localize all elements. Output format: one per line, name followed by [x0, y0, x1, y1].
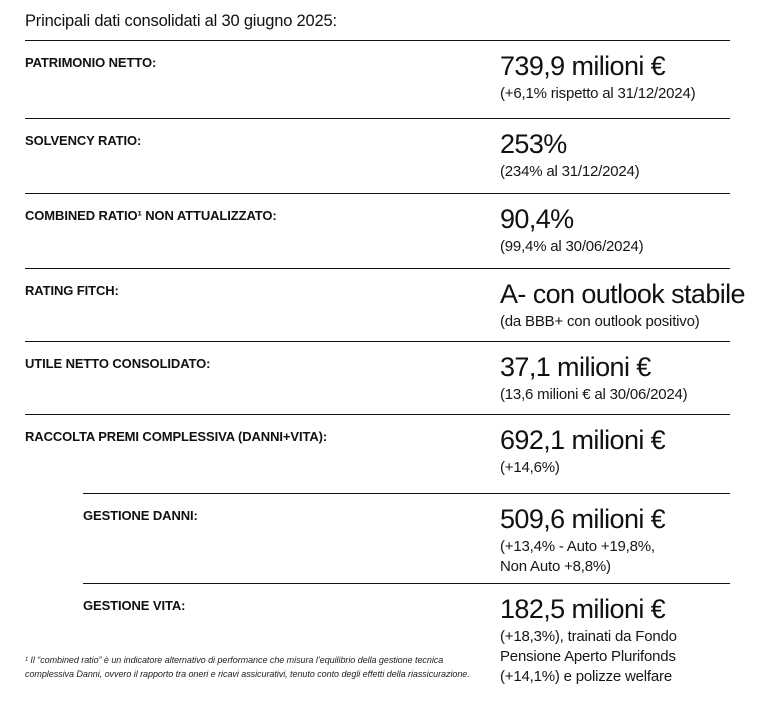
row-value: 37,1 milioni € — [500, 352, 651, 382]
row-subvalue-line: (da BBB+ con outlook positivo) — [500, 313, 700, 331]
row-value-cell — [500, 279, 745, 332]
row-subvalue-line: (13,6 milioni € al 30/06/2024) — [500, 386, 688, 404]
row-value: 182,5 milioni € — [500, 594, 666, 624]
table-row — [83, 493, 730, 583]
row-label: GESTIONE VITA: — [83, 598, 186, 613]
row-subvalue — [500, 84, 695, 104]
footnote-line: ¹ Il “combined ratio” è un indicatore alternativo di performance che misura l’equilibrio della gestione tecnica — [25, 655, 444, 665]
row-subvalue-line: (+6,1% rispetto al 31/12/2024) — [500, 85, 696, 103]
row-value: 692,1 milioni € — [500, 425, 666, 455]
row-label: PATRIMONIO NETTO: — [25, 55, 157, 70]
footnote-line: complessiva Danni, ovvero il rapporto tra oneri e ricavi assicurativi, tenuto conto degli effetti della riassicurazione. — [25, 668, 470, 679]
table-row — [25, 414, 730, 493]
row-label: RATING FITCH: — [25, 283, 119, 298]
row-subvalue-line: (99,4% al 30/06/2024) — [500, 238, 644, 256]
row-subvalue-line: (+14,1%) e polizze welfare — [500, 667, 672, 685]
footnote — [25, 654, 470, 681]
row-subvalue — [500, 458, 665, 478]
row-value: 90,4% — [500, 204, 574, 234]
row-subvalue — [500, 312, 745, 332]
row-label: RACCOLTA PREMI COMPLESSIVA (DANNI+VITA): — [25, 429, 328, 444]
row-value-cell — [500, 425, 665, 478]
row-label: GESTIONE DANNI: — [83, 508, 198, 523]
row-label: COMBINED RATIO¹ NON ATTUALIZZATO: — [25, 208, 277, 223]
row-subvalue-line: (+18,3%), trainati da Fondo — [500, 628, 677, 646]
row-subvalue — [500, 537, 665, 577]
row-subvalue — [500, 385, 687, 405]
row-value-cell — [500, 594, 677, 687]
row-label: SOLVENCY RATIO: — [25, 133, 142, 148]
row-value-cell — [500, 204, 643, 257]
table-row — [25, 268, 745, 341]
row-value: 253% — [500, 129, 567, 159]
row-value-cell — [500, 51, 695, 104]
row-subvalue-line: (+14,6%) — [500, 459, 560, 477]
row-subvalue — [500, 162, 639, 182]
table-row — [25, 118, 730, 193]
row-value: 739,9 milioni € — [500, 51, 666, 81]
row-value-cell — [500, 504, 665, 577]
page-title: Principali dati consolidati al 30 giugno 2025: — [25, 12, 337, 30]
row-subvalue-line: (+13,4% - Auto +19,8%, — [500, 538, 655, 556]
table-row — [25, 193, 730, 268]
row-subvalue-line: (234% al 31/12/2024) — [500, 163, 640, 181]
table-row — [25, 40, 730, 118]
row-subvalue — [500, 627, 677, 686]
row-value-cell — [500, 129, 639, 182]
row-subvalue-line: Non Auto +8,8%) — [500, 558, 611, 576]
row-label: UTILE NETTO CONSOLIDATO: — [25, 356, 211, 371]
row-value-cell — [500, 352, 687, 405]
table-row — [25, 341, 730, 414]
row-value: A- con outlook stabile — [500, 279, 745, 309]
row-subvalue-line: Pensione Aperto Plurifonds — [500, 648, 676, 666]
row-subvalue — [500, 237, 643, 257]
row-value: 509,6 milioni € — [500, 504, 666, 534]
table-row — [83, 583, 730, 709]
data-table — [25, 40, 745, 709]
